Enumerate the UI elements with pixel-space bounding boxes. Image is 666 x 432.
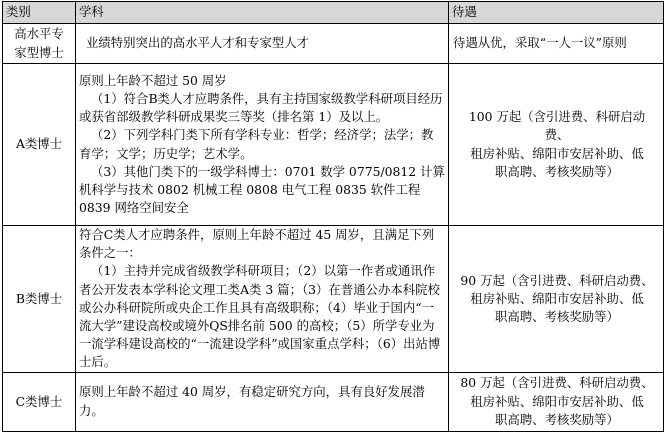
treatment-line: 租房补贴、绵阳市安居补助、低 xyxy=(470,145,644,161)
requirement-cell xyxy=(76,372,449,431)
category-cell xyxy=(3,372,76,431)
talent-table xyxy=(2,1,664,432)
requirement-cell xyxy=(76,226,449,373)
header-treatment: 待遇 xyxy=(449,2,664,24)
treatment-line: 租房补贴、绵阳市安居补助、低 xyxy=(470,290,644,306)
table-row-class-a xyxy=(3,64,664,226)
requirement-cell xyxy=(76,24,449,64)
requirement-line: 原则上年龄不超过 40 周岁，有稳定研究方向，具有良好发展潜力。 xyxy=(79,384,425,418)
table-header-row xyxy=(3,2,664,24)
treatment-line: 90 万起（含引进费、科研启动费、 xyxy=(460,272,654,288)
requirement-line: （3）其他门类下的一级学科博士：0701 数学 0775/0812 计算机科学与技术 0802 机械工程 0808 电气工程 0835 软件工程 0839 网络空间安全 xyxy=(79,163,445,216)
header-subject: 学科 xyxy=(76,2,449,24)
category-line: 家型博士 xyxy=(14,44,64,60)
requirement-line: （2）下列学科门类下所有学科专业：哲学；经济学；法学；教育学；文学；历史学；艺术学。 xyxy=(79,127,434,161)
category-line: 高水平专 xyxy=(14,26,64,42)
treatment-line: 待遇从优，采取“一人一议”原则 xyxy=(453,35,627,51)
treatment-line: 100 万起（含引进费、科研启动费、 xyxy=(468,109,646,143)
treatment-line: 职高聘、考核奖励等） xyxy=(495,411,619,427)
header-category: 类别 xyxy=(3,2,76,24)
requirement-line: （1）符合B类人才应聘条件，具有主持国家级教学科研项目经历或获省部级教学科研成果奖三等奖（排名第 1）及以上。 xyxy=(79,90,443,125)
requirement-line: 符合C类人才应聘条件，原则上年龄不超过 45 周岁，且满足下列条件之一： xyxy=(79,227,435,261)
treatment-cell xyxy=(449,372,664,431)
treatment-cell xyxy=(449,24,664,64)
requirement-line: （1）主持并完成省级教学科研项目；（2）以第一作者或通讯作者公开发表本学科论文理工类A类 3 篇；（3）在普通公办本科院校或公办科研院所或央企工作且具有高级职称；（4）毕业于国内“一流大学”建设高校或境外QS排名前 500 的高校；（5）所学专业为一流学科建设高校的“一流建设学科”或国家重点学科；（6）出站博士后。 xyxy=(79,263,441,370)
table-row-class-b xyxy=(3,226,664,373)
treatment-line: 职高聘、考核奖励等） xyxy=(495,163,619,179)
requirement-line: 原则上年龄不超过 50 周岁 xyxy=(79,72,227,88)
requirement-line: 业绩特别突出的高水平人才和专家型人才 xyxy=(86,35,310,51)
treatment-cell xyxy=(449,226,664,373)
treatment-cell xyxy=(449,64,664,226)
requirement-cell xyxy=(76,64,449,226)
table-row-expert xyxy=(3,24,664,64)
table-row-class-c xyxy=(3,372,664,431)
category-cell xyxy=(3,64,76,226)
category-line: B类博士 xyxy=(15,290,63,306)
category-cell xyxy=(3,226,76,373)
category-line: A类博士 xyxy=(15,136,63,152)
treatment-line: 80 万起（含引进费、科研启动费、 xyxy=(460,375,654,391)
treatment-line: 职高聘、考核奖励等） xyxy=(495,308,619,324)
treatment-line: 租房补贴、绵阳市安居补助、低 xyxy=(470,393,644,409)
category-cell xyxy=(3,24,76,64)
category-line: C类博士 xyxy=(15,393,63,409)
